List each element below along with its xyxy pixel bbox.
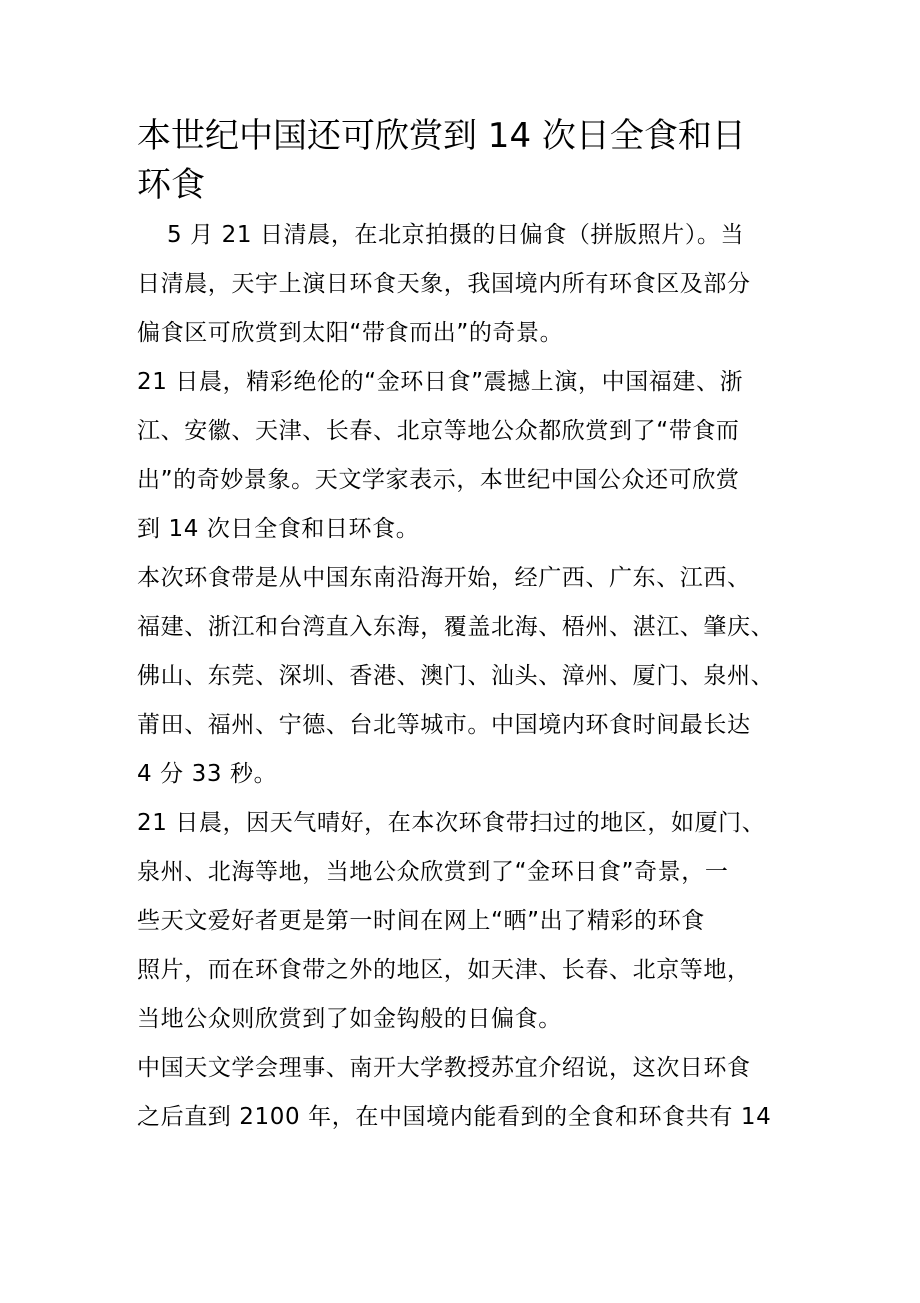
title-line: 环食 (137, 165, 205, 205)
text-line: 泉州、北海等地，当地公众欣赏到了“金环日食”奇景，一 (137, 859, 729, 885)
paragraph-2 (137, 358, 787, 554)
article-body (137, 211, 787, 1142)
text-line: 之后直到 2100 年，在中国境内能看到的全食和环食共有 14 (137, 1104, 772, 1130)
text-line: 出”的奇妙景象。天文学家表示，本世纪中国公众还可欣赏 (137, 467, 740, 493)
text-line: 莆田、福州、宁德、台北等城市。中国境内环食时间最长达 (137, 712, 751, 738)
text-line: 本次环食带是从中国东南沿海开始，经广西、广东、江西、 (137, 565, 751, 591)
paragraph-3 (137, 554, 787, 799)
text-line: 江、安徽、天津、长春、北京等地公众都欣赏到了“带食而 (137, 418, 740, 444)
text-line: 21 日晨，精彩绝伦的“金环日食”震撼上演，中国福建、浙 (137, 369, 744, 395)
document-title (137, 112, 777, 210)
text-line: 福建、浙江和台湾直入东海，覆盖北海、梧州、湛江、肇庆、 (137, 614, 775, 640)
text-line: 偏食区可欣赏到太阳“带食而出”的奇景。 (137, 320, 564, 346)
text-line: 5 月 21 日清晨，在北京拍摄的日偏食（拼版照片）。当 (167, 222, 745, 248)
title-line: 本世纪中国还可欣赏到 14 次日全食和日 (137, 116, 746, 156)
text-line: 佛山、东莞、深圳、香港、澳门、汕头、漳州、厦门、泉州、 (137, 663, 775, 689)
text-line: 些天文爱好者更是第一时间在网上“晒”出了精彩的环食 (137, 908, 705, 934)
text-line: 日清晨，天宇上演日环食天象，我国境内所有环食区及部分 (137, 271, 751, 297)
paragraph-1 (137, 211, 787, 358)
paragraph-4 (137, 799, 787, 1044)
text-line: 21 日晨，因天气晴好，在本次环食带扫过的地区，如厦门、 (137, 810, 766, 836)
text-line: 当地公众则欣赏到了如金钩般的日偏食。 (137, 1006, 562, 1032)
text-line: 中国天文学会理事、南开大学教授苏宜介绍说，这次日环食 (137, 1055, 751, 1081)
text-line: 到 14 次日全食和日环食。 (137, 516, 420, 542)
text-line: 4 分 33 秒。 (137, 761, 278, 787)
text-line: 照片，而在环食带之外的地区，如天津、长春、北京等地， (137, 957, 751, 983)
paragraph-5 (137, 1044, 787, 1142)
